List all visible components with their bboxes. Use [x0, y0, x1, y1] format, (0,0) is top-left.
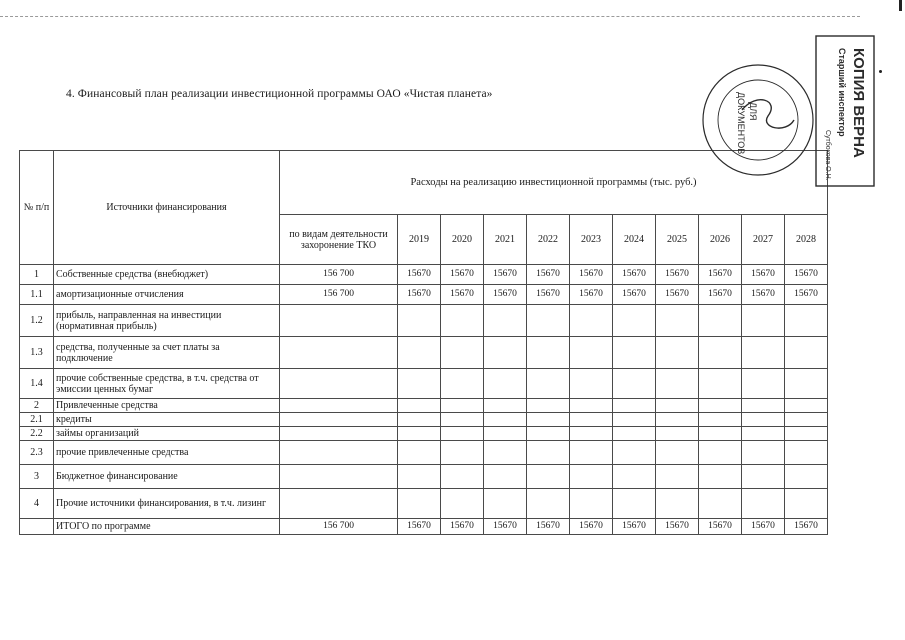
- row-value-2025: 15670: [656, 519, 699, 535]
- row-value-2020: [441, 413, 484, 427]
- table-row: [20, 285, 828, 305]
- row-value-2026: [699, 369, 742, 399]
- row-value-2020: [441, 369, 484, 399]
- row-value-2024: [613, 489, 656, 519]
- header-year-2022: 2022: [527, 215, 570, 265]
- row-value-2021: [484, 305, 527, 337]
- row-value-2027: [742, 465, 785, 489]
- row-total: [280, 413, 398, 427]
- row-value-2025: [656, 305, 699, 337]
- row-source: Собственные средства (внебюджет): [54, 265, 280, 285]
- table-row: [20, 489, 828, 519]
- row-value-2023: 15670: [570, 285, 613, 305]
- row-value-2025: [656, 427, 699, 441]
- row-value-2028: [785, 399, 828, 413]
- header-year-2026: 2026: [699, 215, 742, 265]
- row-source: прочие собственные средства, в т.ч. средства от эмиссии ценных бумаг: [54, 369, 280, 399]
- row-value-2026: [699, 465, 742, 489]
- row-number: 1.1: [20, 285, 54, 305]
- row-value-2020: [441, 399, 484, 413]
- table-row: [20, 265, 828, 285]
- row-value-2026: 15670: [699, 519, 742, 535]
- row-value-2020: 15670: [441, 285, 484, 305]
- row-value-2024: 15670: [613, 519, 656, 535]
- row-value-2028: [785, 305, 828, 337]
- row-value-2021: [484, 369, 527, 399]
- row-value-2027: [742, 489, 785, 519]
- row-value-2021: [484, 427, 527, 441]
- row-source: Прочие источники финансирования, в т.ч. лизинг: [54, 489, 280, 519]
- row-total: [280, 441, 398, 465]
- row-source: ИТОГО по программе: [54, 519, 280, 535]
- row-value-2026: [699, 413, 742, 427]
- row-source: амортизационные отчисления: [54, 285, 280, 305]
- row-value-2023: [570, 441, 613, 465]
- row-total: [280, 427, 398, 441]
- header-year-2023: 2023: [570, 215, 613, 265]
- row-value-2019: [398, 369, 441, 399]
- row-value-2022: [527, 413, 570, 427]
- row-number: 2.2: [20, 427, 54, 441]
- row-value-2023: [570, 465, 613, 489]
- stamp-line2: Старший инспектор: [837, 48, 847, 137]
- header-year-2024: 2024: [613, 215, 656, 265]
- row-total: [280, 465, 398, 489]
- header-source: Источники финансирования: [54, 151, 280, 265]
- row-value-2022: [527, 305, 570, 337]
- row-number: [20, 519, 54, 535]
- table-row: [20, 305, 828, 337]
- row-value-2022: 15670: [527, 285, 570, 305]
- row-value-2023: [570, 399, 613, 413]
- header-year-2027: 2027: [742, 215, 785, 265]
- row-source: займы организаций: [54, 427, 280, 441]
- row-value-2026: [699, 305, 742, 337]
- row-value-2028: [785, 489, 828, 519]
- row-total: [280, 369, 398, 399]
- seal-center-line2: ДОКУМЕНТОВ: [736, 92, 746, 155]
- document-title: 4. Финансовый план реализации инвестиционной программы ОАО «Чистая планета»: [66, 88, 493, 100]
- row-value-2024: [613, 465, 656, 489]
- row-value-2027: [742, 427, 785, 441]
- row-source: средства, полученные за счет платы за подключение: [54, 337, 280, 369]
- row-value-2020: [441, 489, 484, 519]
- row-total: [280, 337, 398, 369]
- row-value-2020: 15670: [441, 519, 484, 535]
- row-value-2022: [527, 427, 570, 441]
- stamp-line3: Сутбокова О.Н.: [824, 130, 831, 181]
- row-value-2019: 15670: [398, 519, 441, 535]
- row-value-2021: 15670: [484, 285, 527, 305]
- row-number: 3: [20, 465, 54, 489]
- table-row: [20, 413, 828, 427]
- row-source: Привлеченные средства: [54, 399, 280, 413]
- row-value-2027: [742, 399, 785, 413]
- row-value-2027: 15670: [742, 265, 785, 285]
- header-year-2019: 2019: [398, 215, 441, 265]
- table-row: [20, 369, 828, 399]
- header-year-2020: 2020: [441, 215, 484, 265]
- row-value-2024: [613, 413, 656, 427]
- row-value-2027: [742, 369, 785, 399]
- row-value-2021: [484, 465, 527, 489]
- row-value-2022: [527, 489, 570, 519]
- row-value-2021: [484, 399, 527, 413]
- row-total: [280, 489, 398, 519]
- table-row: [20, 441, 828, 465]
- row-value-2026: [699, 399, 742, 413]
- row-value-2024: 15670: [613, 265, 656, 285]
- header-year-2025: 2025: [656, 215, 699, 265]
- row-value-2028: [785, 427, 828, 441]
- row-source: прочие привлеченные средства: [54, 441, 280, 465]
- row-value-2021: 15670: [484, 265, 527, 285]
- row-value-2022: [527, 465, 570, 489]
- row-value-2027: [742, 441, 785, 465]
- row-number: 1: [20, 265, 54, 285]
- copy-verified-stamp: [698, 30, 878, 195]
- row-value-2019: [398, 399, 441, 413]
- row-value-2028: 15670: [785, 519, 828, 535]
- row-value-2024: 15670: [613, 285, 656, 305]
- row-value-2022: [527, 441, 570, 465]
- row-value-2024: [613, 441, 656, 465]
- table-row: [20, 427, 828, 441]
- row-value-2027: [742, 337, 785, 369]
- financial-plan-table: [19, 150, 828, 535]
- row-value-2025: 15670: [656, 265, 699, 285]
- table-row: [20, 519, 828, 535]
- header-activity: по видам деятельности захоронение ТКО: [280, 215, 398, 265]
- row-value-2023: [570, 305, 613, 337]
- row-value-2024: [613, 369, 656, 399]
- row-value-2023: [570, 413, 613, 427]
- row-value-2019: [398, 489, 441, 519]
- table-row: [20, 399, 828, 413]
- row-value-2022: 15670: [527, 265, 570, 285]
- row-value-2028: 15670: [785, 285, 828, 305]
- row-value-2026: 15670: [699, 285, 742, 305]
- row-value-2028: [785, 413, 828, 427]
- row-number: 1.4: [20, 369, 54, 399]
- header-year-2021: 2021: [484, 215, 527, 265]
- table-row: [20, 465, 828, 489]
- row-value-2026: [699, 427, 742, 441]
- row-value-2027: [742, 305, 785, 337]
- row-value-2025: 15670: [656, 285, 699, 305]
- row-value-2025: [656, 489, 699, 519]
- row-value-2023: 15670: [570, 265, 613, 285]
- row-value-2019: [398, 427, 441, 441]
- row-value-2019: [398, 465, 441, 489]
- seal-center-line1: ДЛЯ: [748, 102, 758, 121]
- row-value-2022: [527, 369, 570, 399]
- row-value-2025: [656, 337, 699, 369]
- row-value-2020: 15670: [441, 265, 484, 285]
- row-value-2027: 15670: [742, 519, 785, 535]
- row-value-2026: [699, 441, 742, 465]
- row-value-2020: [441, 427, 484, 441]
- row-value-2028: [785, 465, 828, 489]
- row-value-2024: [613, 399, 656, 413]
- top-scan-edge: [0, 16, 860, 17]
- row-value-2028: [785, 337, 828, 369]
- row-number: 2: [20, 399, 54, 413]
- row-value-2028: 15670: [785, 265, 828, 285]
- header-num: № п/п: [20, 151, 54, 265]
- row-value-2021: [484, 413, 527, 427]
- row-source: Бюджетное финансирование: [54, 465, 280, 489]
- row-value-2027: 15670: [742, 285, 785, 305]
- row-value-2023: 15670: [570, 519, 613, 535]
- row-value-2020: [441, 465, 484, 489]
- row-value-2025: [656, 399, 699, 413]
- row-value-2023: [570, 427, 613, 441]
- row-value-2028: [785, 441, 828, 465]
- row-number: 2.1: [20, 413, 54, 427]
- row-total: 156 700: [280, 285, 398, 305]
- row-value-2020: [441, 337, 484, 369]
- table-row: [20, 337, 828, 369]
- row-value-2021: [484, 489, 527, 519]
- row-value-2021: [484, 337, 527, 369]
- header-expenses-caption: Расходы на реализацию инвестиционной программы (тыс. руб.): [280, 151, 828, 215]
- row-value-2019: [398, 441, 441, 465]
- row-value-2026: [699, 337, 742, 369]
- row-value-2022: [527, 337, 570, 369]
- row-value-2019: 15670: [398, 265, 441, 285]
- row-value-2024: [613, 337, 656, 369]
- row-value-2025: [656, 413, 699, 427]
- row-value-2020: [441, 305, 484, 337]
- row-value-2021: [484, 441, 527, 465]
- row-value-2023: [570, 369, 613, 399]
- row-value-2022: [527, 399, 570, 413]
- row-value-2024: [613, 427, 656, 441]
- row-number: 1.3: [20, 337, 54, 369]
- row-value-2025: [656, 441, 699, 465]
- scan-dot: [879, 70, 882, 73]
- row-value-2021: 15670: [484, 519, 527, 535]
- row-total: 156 700: [280, 519, 398, 535]
- row-value-2025: [656, 465, 699, 489]
- row-value-2023: [570, 337, 613, 369]
- row-value-2026: 15670: [699, 265, 742, 285]
- row-value-2019: [398, 305, 441, 337]
- row-source: прибыль, направленная на инвестиции (нормативная прибыль): [54, 305, 280, 337]
- row-number: 4: [20, 489, 54, 519]
- row-total: [280, 305, 398, 337]
- row-total: 156 700: [280, 265, 398, 285]
- stamp-line1: КОПИЯ ВЕРНА: [850, 48, 867, 158]
- header-year-2028: 2028: [785, 215, 828, 265]
- scan-edge-mark: [899, 0, 902, 11]
- row-value-2025: [656, 369, 699, 399]
- row-value-2019: [398, 337, 441, 369]
- row-value-2019: [398, 413, 441, 427]
- row-number: 2.3: [20, 441, 54, 465]
- row-value-2022: 15670: [527, 519, 570, 535]
- row-value-2023: [570, 489, 613, 519]
- row-value-2028: [785, 369, 828, 399]
- row-source: кредиты: [54, 413, 280, 427]
- row-number: 1.2: [20, 305, 54, 337]
- row-value-2024: [613, 305, 656, 337]
- row-value-2026: [699, 489, 742, 519]
- row-total: [280, 399, 398, 413]
- row-value-2019: 15670: [398, 285, 441, 305]
- row-value-2027: [742, 413, 785, 427]
- row-value-2020: [441, 441, 484, 465]
